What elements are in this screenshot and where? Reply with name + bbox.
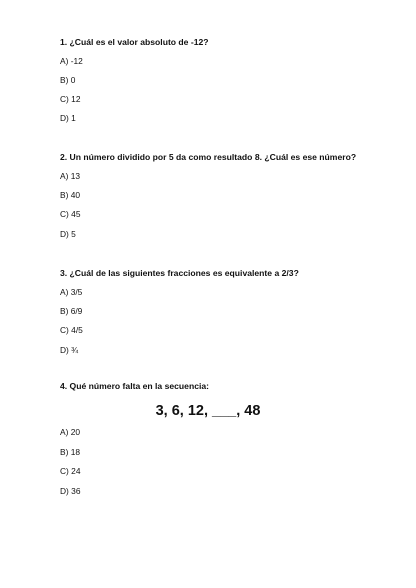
question-3-option-a: A) 3/5 xyxy=(60,287,83,297)
question-2-option-d: D) 5 xyxy=(60,229,76,239)
question-2-option-a: A) 13 xyxy=(60,171,81,181)
question-4-option-c: C) 24 xyxy=(60,466,81,476)
question-2-option-c: C) 45 xyxy=(60,209,81,219)
question-2-option-b: B) 40 xyxy=(60,190,81,200)
question-4-sequence: 3, 6, 12, ___, 48 xyxy=(155,403,261,419)
question-1-option-b: B) 0 xyxy=(60,75,76,85)
question-4-option-d: D) 36 xyxy=(60,486,81,496)
question-1-option-d: D) 1 xyxy=(60,113,76,123)
question-3-title: 3. ¿Cuál de las siguientes fracciones es equivalente a 2/3? xyxy=(60,268,299,278)
question-4-option-a: A) 20 xyxy=(60,427,81,437)
question-3-option-c: C) 4/5 xyxy=(60,325,83,335)
question-4-title: 4. Qué número falta en la secuencia: xyxy=(60,381,210,391)
question-1-title: 1. ¿Cuál es el valor absoluto de -12? xyxy=(60,37,209,47)
question-2-title: 2. Un número dividido por 5 da como resultado 8. ¿Cuál es ese número? xyxy=(60,152,357,162)
question-3-option-b: B) 6/9 xyxy=(60,306,83,316)
question-1-option-c: C) 12 xyxy=(60,94,81,104)
question-4-option-b: B) 18 xyxy=(60,447,81,457)
question-1-option-a: A) -12 xyxy=(60,56,83,66)
question-3-option-d: D) ¾ xyxy=(60,345,79,355)
